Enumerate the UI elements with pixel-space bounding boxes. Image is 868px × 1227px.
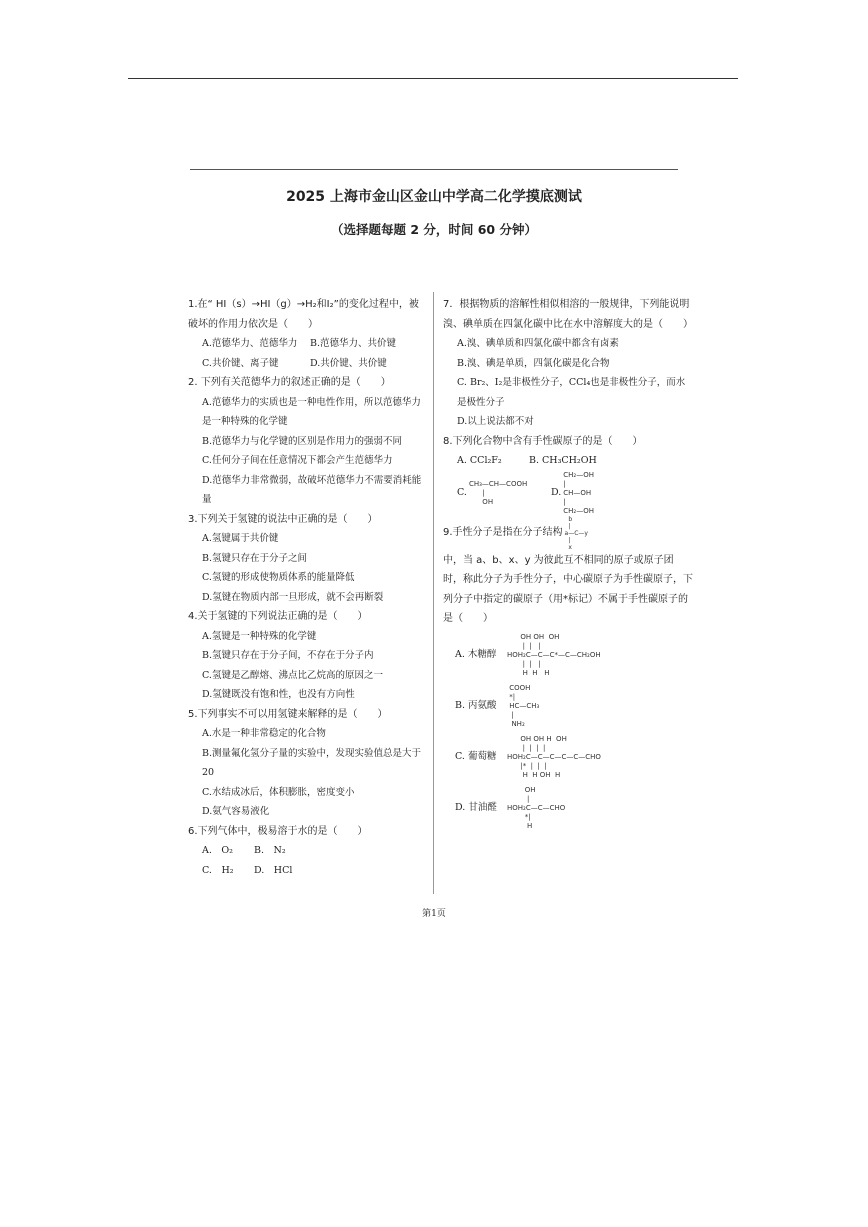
option-a: A.氢键是一种特殊的化学键 bbox=[202, 630, 317, 642]
option-a: A.氢键属于共价键 bbox=[202, 533, 279, 544]
option-d: D. HCl bbox=[254, 864, 293, 876]
option-b: B.测量氟化氢分子量的实验中，发现实验值总是大于 20 bbox=[202, 747, 422, 778]
option-structure: OH OH OH | | | HOH₂C—C—C*—C—CH₂OH | | | H H H bbox=[507, 632, 601, 677]
question-stem: 2. 下列有关范德华力的叙述正确的是（ ） bbox=[188, 377, 391, 388]
question-stem: 3.下列关于氢键的说法中正确的是（ ） bbox=[188, 513, 378, 525]
question-stem: 6.下列气体中，极易溶于水的是（ ） bbox=[188, 825, 368, 837]
question-1 bbox=[188, 295, 426, 373]
option-b: B. N₂ bbox=[254, 845, 286, 856]
page-title: 2025 上海市金山区金山中学高二化学摸底测试 bbox=[286, 189, 582, 205]
option-label: A. 木糖醇 bbox=[455, 649, 497, 661]
option-a bbox=[443, 633, 693, 678]
option-d: D.氢键既没有饱和性，也没有方向性 bbox=[202, 689, 355, 700]
option-a: A.范德华力、范德华力 bbox=[202, 338, 298, 349]
option-b: B.溴、碘是单质，四氯化碳是化合物 bbox=[457, 357, 610, 369]
header-rule bbox=[190, 169, 678, 170]
question-stem: 9.手性分子是指在分子结构 bbox=[443, 527, 563, 539]
option-b: B.范德华力、共价键 bbox=[310, 338, 397, 349]
top-rule bbox=[128, 78, 738, 79]
question-4 bbox=[188, 607, 426, 705]
option-c: C.水结成冰后，体积膨胀，密度变小 bbox=[202, 786, 355, 798]
option-d: D.共价键、共价键 bbox=[310, 357, 387, 369]
option-b bbox=[443, 684, 693, 729]
option-a: A. CCl₂F₂ bbox=[457, 455, 502, 466]
option-structure: COOH *| HC—CH₃ | NH₂ bbox=[509, 683, 540, 728]
question-6 bbox=[188, 822, 426, 881]
option-d: D.氨气容易液化 bbox=[202, 806, 270, 817]
option-b: B. CH₃CH₂OH bbox=[529, 455, 597, 466]
option-structure: OH | HOH₂C—C—CHO *| H bbox=[507, 785, 566, 830]
option-b: B.氢键只存在于分子之间 bbox=[202, 552, 308, 564]
chiral-structure-diagram: b | a—C—y | x bbox=[564, 515, 588, 551]
option-c bbox=[443, 735, 693, 780]
option-c: C.共价键、离子键 bbox=[202, 357, 279, 369]
question-7 bbox=[443, 295, 693, 432]
question-stem-continued: 中，当 a、b、x、y 为彼此互不相同的原子或原子团时，称此分子为手性分子，中心碳原子为手性碳原子，下列分子中指定的碳原子（用*标记）不属于手性碳原子的是（ ） bbox=[443, 554, 693, 624]
page-number: 第1页 bbox=[422, 909, 446, 919]
option-d: D. bbox=[550, 487, 562, 499]
option-d bbox=[443, 786, 693, 831]
question-stem: 1.在“ HI（s）→HI（g）→H₂和I₂”的变化过程中，被破坏的作用力依次是（ ） bbox=[188, 299, 419, 330]
question-3 bbox=[188, 510, 426, 608]
question-5 bbox=[188, 705, 426, 822]
option-structure: OH OH H OH | | | | HOH₂C—C—C—C—C—CHO |* | | | H H OH H bbox=[507, 734, 601, 779]
option-c: C. bbox=[457, 487, 467, 499]
question-stem: 4.关于氢键的下列说法正确的是（ ） bbox=[188, 611, 368, 622]
question-stem: 8.下列化合物中含有手性碳原子的是（ ） bbox=[443, 435, 643, 447]
option-c: C. H₂ bbox=[202, 864, 234, 876]
option-label: C. 葡萄糖 bbox=[455, 751, 497, 763]
option-d-structure: CH₂—OH | CH—OH | CH₂—OH bbox=[563, 470, 594, 515]
page-subtitle: （选择题每题 2 分，时间 60 分钟） bbox=[330, 222, 537, 237]
right-column bbox=[443, 295, 693, 837]
question-stem: 7．根据物质的溶解性相似相溶的一般规律，下列能说明溴、碘单质在四氯化碳中比在水中溶解度大的是（ ） bbox=[443, 299, 693, 330]
option-a: A.范德华力的实质也是一种电性作用，所以范德华力是一种特殊的化学键 bbox=[202, 396, 421, 427]
question-8 bbox=[443, 432, 693, 516]
option-b: B.氢键只存在于分子间，不存在于分子内 bbox=[202, 650, 374, 661]
option-c: C.氢键是乙醇熔、沸点比乙烷高的原因之一 bbox=[202, 669, 383, 681]
question-9 bbox=[443, 516, 693, 831]
question-stem: 5.下列事实不可以用氢键来解释的是（ ） bbox=[188, 708, 388, 720]
option-c: C.氢键的形成使物质体系的能量降低 bbox=[202, 572, 355, 583]
option-a: A.水是一种非常稳定的化合物 bbox=[202, 728, 326, 739]
option-a: A. O₂ bbox=[202, 845, 233, 856]
option-label: B. 丙氨酸 bbox=[455, 700, 497, 712]
option-d: D.氢键在物质内部一旦形成，就不会再断裂 bbox=[202, 591, 384, 603]
option-a: A.溴、碘单质和四氯化碳中都含有卤素 bbox=[457, 338, 619, 349]
option-c-structure: CH₃—CH—COOH | OH bbox=[468, 479, 528, 506]
column-divider bbox=[433, 292, 434, 894]
option-c: C. Br₂、I₂是非极性分子，CCl₄也是非极性分子，而水是极性分子 bbox=[457, 377, 686, 408]
option-b: B.范德华力与化学键的区别是作用力的强弱不同 bbox=[202, 435, 403, 447]
left-column bbox=[188, 295, 426, 880]
option-d: D.范德华力非常微弱，故破坏范德华力不需要消耗能量 bbox=[202, 474, 422, 505]
question-2 bbox=[188, 373, 426, 510]
option-c: C.任何分子间在任意情况下都会产生范德华力 bbox=[202, 455, 393, 466]
option-label: D. 甘油醛 bbox=[455, 802, 497, 814]
option-d: D.以上说法都不对 bbox=[457, 416, 534, 427]
